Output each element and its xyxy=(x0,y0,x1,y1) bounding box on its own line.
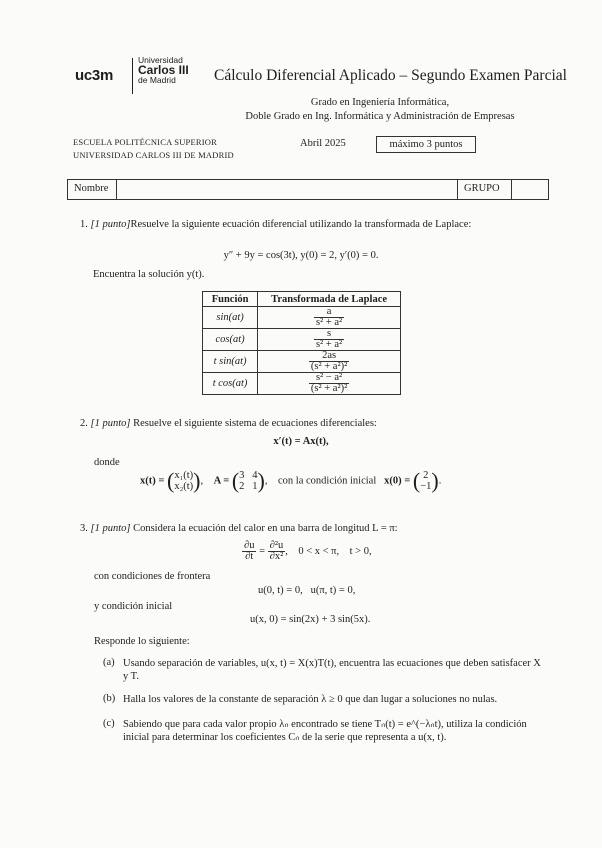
logo-uc3m: uc3m xyxy=(75,67,113,84)
q3-number: 3. xyxy=(80,523,88,534)
table-row: cos(at) $\frac{s}{\text{s² + a²}}$ xyxy=(203,329,401,351)
exam-date: Abril 2025 xyxy=(300,138,346,149)
q2-where: donde xyxy=(94,457,120,468)
q1-text: Resuelve la siguiente ecuación diferencial utilizando la transformada de Laplace: xyxy=(130,219,472,230)
q3-points: [1 punto] xyxy=(90,523,131,534)
name-label: Nombre xyxy=(74,183,109,194)
table-header-row xyxy=(203,292,401,307)
logo-line3: de Madrid xyxy=(138,75,176,85)
q2-number: 2. xyxy=(80,418,88,429)
name-field[interactable] xyxy=(117,180,458,199)
q2-system: x′(t) = Ax(t), xyxy=(273,436,329,447)
degree-line1: Grado en Ingeniería Informática, xyxy=(310,97,450,108)
logo-divider xyxy=(132,58,133,94)
q3-statement xyxy=(80,523,550,534)
logo-line1: Universidad xyxy=(138,55,183,65)
q1-statement xyxy=(80,219,550,230)
q1-equation: y″ + 9y = cos(3t), y(0) = 2, y′(0) = 0. xyxy=(223,250,379,261)
q1-find: Encuentra la solución y(t). xyxy=(93,269,205,280)
degree-line2: Doble Grado en Ing. Informática y Administración de Empresas xyxy=(245,111,515,122)
q2-definitions: x(t) = ( x₁(t) x₂(t) ), A = ( 3 4 2 1 ), con la condición inicial x(0) = ( 2 −1 ). xyxy=(140,468,442,493)
exam-title: Cálculo Diferencial Aplicado – Segundo Examen Parcial xyxy=(214,67,567,84)
table-header-transform: Transformada de Laplace xyxy=(258,292,401,307)
q1-number: 1. xyxy=(80,219,88,230)
q1-points: [1 punto] xyxy=(90,219,131,230)
q2-text: Resuelve el siguiente sistema de ecuaciones diferenciales: xyxy=(133,418,377,429)
school-line2: UNIVERSIDAD CARLOS III DE MADRID xyxy=(73,150,234,160)
table-row: sin(at) $\frac{a}{\text{s² + a²}}$ xyxy=(203,307,401,329)
group-label: GRUPO xyxy=(464,183,500,194)
name-group-row xyxy=(67,179,549,200)
q3-ic: u(x, 0) = sin(2x) + 3 sin(5x). xyxy=(250,614,371,625)
q3-pde: $\frac{\partial u}{\partial t}$ = $\frac{\text{∂²u}}{\text{∂x²}}$ , 0 < x < π, t > 0, xyxy=(244,540,372,562)
q3-part-a: (a) Usando separación de variables, u(x, t) = X(x)T(t), encuentra las ecuaciones que deben satisfacer X y T. xyxy=(103,657,541,682)
logo-line2: Carlos III xyxy=(138,63,189,77)
table-row: t cos(at) $\frac{\text{s² − a²}}{\text{(s² + a²)²}}$ xyxy=(203,373,401,395)
q3-bc-label: con condiciones de frontera xyxy=(94,571,211,582)
q3-ic-label: y condición inicial xyxy=(94,601,173,612)
q2-statement xyxy=(80,418,550,429)
q3-bc: u(0, t) = 0, u(π, t) = 0, xyxy=(258,585,356,596)
table-header-function: Función xyxy=(203,292,258,307)
max-points-box: máximo 3 puntos xyxy=(376,136,476,153)
q3-part-b: (b) Halla los valores de la constante de separación λ ≥ 0 que dan lugar a soluciones no nulas. xyxy=(103,693,498,705)
q2-points: [1 punto] xyxy=(90,418,131,429)
laplace-table xyxy=(202,291,401,395)
q3-respond: Responde lo siguiente: xyxy=(94,636,190,647)
group-field[interactable] xyxy=(512,180,548,199)
school-line1: ESCUELA POLITÉCNICA SUPERIOR xyxy=(73,137,217,147)
q3-part-c: (c) Sabiendo que para cada valor propio λₙ encontrado se tiene Tₙ(t) = e^(−λₙt), utiliza la condición inicial para determinar los coeficientes Cₙ de la serie que representa a u(x, t). xyxy=(103,718,527,743)
q3-text: Considera la ecuación del calor en una barra de longitud L = π: xyxy=(133,523,398,534)
table-row: t sin(at) $\frac{2as}{\text{(s² + a²)²}}$ xyxy=(203,351,401,373)
